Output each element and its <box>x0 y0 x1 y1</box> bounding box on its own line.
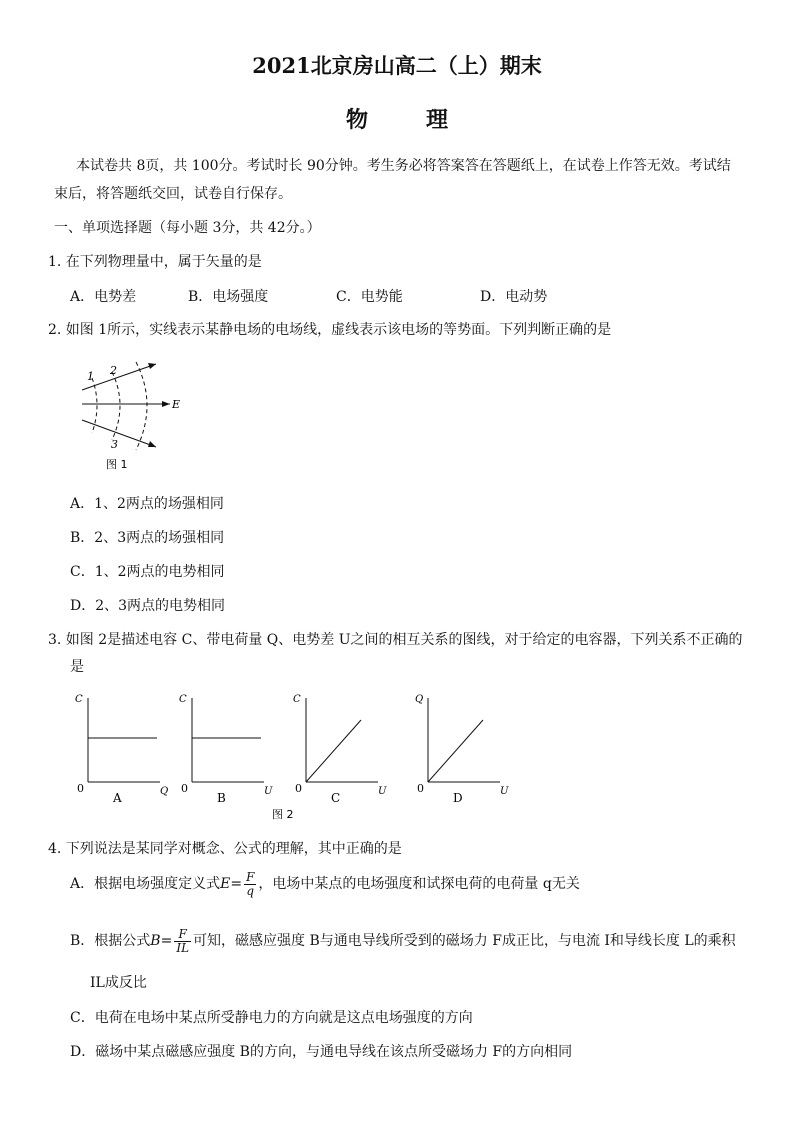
point-label-1: 1 <box>87 370 94 383</box>
graph-c-y-label: C <box>293 694 301 705</box>
graph-a-x-label: Q <box>160 786 169 797</box>
q3-stem-line1: 3. 如图 2是描述电容 C、带电荷量 Q、电势差 U之间的相互关系的图线，对于给定的电容器，下列关系不正确的 <box>48 632 743 648</box>
graph-b-y-label: C <box>179 694 187 705</box>
graph-b-letter: B <box>217 791 226 805</box>
subject-char-1: 物 <box>345 107 368 133</box>
arrowhead-bottom <box>148 441 156 447</box>
q4-a-pre: A．根据电场强度定义式 <box>70 876 221 892</box>
q1-stem: 1. 在下列物理量中，属于矢量的是 <box>48 254 262 270</box>
graph-c-x-label: U <box>378 786 387 797</box>
graph-d-x-label: U <box>500 786 509 797</box>
q4-a-fraction <box>244 871 256 898</box>
q2-stem: 2. 如图 1所示，实线表示某静电场的电场线，虚线表示该电场的等势面。下列判断正确的是 <box>48 322 612 338</box>
graph-d-curve <box>428 720 483 782</box>
graph-c-curve <box>306 720 361 782</box>
graph-a-y-label: C <box>75 694 83 705</box>
figure-2-caption: 图 2 <box>272 808 294 821</box>
q4-option-b-line2: IL成反比 <box>90 975 147 991</box>
q4-stem: 4. 下列说法是某同学对概念、公式的理解，其中正确的是 <box>48 841 402 857</box>
q4-b-fraction <box>174 928 191 955</box>
graph-d-letter: D <box>453 791 463 805</box>
q2-option-c[interactable]: C．1、2两点的电势相同 <box>70 564 225 580</box>
q4-b-post: 可知，磁感应强度 B与通电导线所受到的磁场力 F成正比，与电流 I和导线长度 L的乘积 <box>193 933 736 949</box>
equipotential-2 <box>112 372 120 440</box>
q4-b-eq: = <box>160 933 173 949</box>
graph-a-origin: 0 <box>77 782 84 795</box>
graph-a-letter: A <box>113 791 122 805</box>
graph-c-letter: C <box>331 791 341 805</box>
q4-b-pre: B．根据公式 <box>70 933 151 949</box>
q3-stem-line2: 是 <box>70 659 84 675</box>
q4-a-den: q <box>246 883 255 898</box>
section-heading: 一、单项选择题（每小题 3分，共 42分。） <box>54 220 321 236</box>
q2-option-a[interactable]: A．1、2两点的场强相同 <box>70 496 224 512</box>
q4-a-lhs: E <box>220 876 231 892</box>
graph-d-origin: 0 <box>417 782 424 795</box>
q2-option-b[interactable]: B．2、3两点的场强相同 <box>70 530 225 546</box>
q1-option-b[interactable]: B．电场强度 <box>188 289 269 305</box>
equipotential-3 <box>136 362 147 450</box>
q4-option-a[interactable] <box>70 870 580 898</box>
subject-heading <box>0 103 794 134</box>
point-label-2: 2 <box>110 364 117 377</box>
q4-option-d[interactable]: D．磁场中某点磁感应强度 B的方向，与通电导线在该点所受磁场力 F的方向相同 <box>70 1044 573 1060</box>
q4-b-num: F <box>174 928 191 942</box>
arrowhead-middle <box>162 401 170 407</box>
q4-a-num: F <box>246 869 255 884</box>
q4-b-den: IL <box>176 940 190 955</box>
q2-figure-field-lines <box>70 350 200 478</box>
q1-option-d[interactable]: D．电动势 <box>480 289 548 305</box>
q4-option-c[interactable]: C．电荷在电场中某点所受静电力的方向就是这点电场强度的方向 <box>70 1010 473 1026</box>
figure-1-caption: 图 1 <box>106 458 128 471</box>
graph-c-origin: 0 <box>295 782 302 795</box>
subject-char-2: 理 <box>426 107 449 133</box>
graph-d-y-label: Q <box>415 694 424 705</box>
exam-title: 2021北京房山高二（上）期末 <box>252 53 542 78</box>
point-label-3: 3 <box>111 438 118 451</box>
q1-option-c[interactable]: C．电势能 <box>336 289 403 305</box>
q4-a-eq: = <box>230 876 243 892</box>
q4-option-b[interactable] <box>70 927 736 955</box>
arrowhead-top <box>148 363 156 369</box>
graph-b-x-label: U <box>264 786 273 797</box>
q4-b-lhs: B <box>150 933 161 949</box>
exam-instructions: 本试卷共 8页，共 100分。考试时长 90分钟。考生务必将答案答在答题纸上，在试卷上作答无效。考试结束后，将答题纸交回，试卷自行保存。 <box>54 158 731 202</box>
graph-b-origin: 0 <box>181 782 188 795</box>
q3-figure-graphs <box>60 688 520 828</box>
q4-a-post: ，电场中某点的电场强度和试探电荷的电荷量 q无关 <box>258 876 580 892</box>
label-E: E <box>172 398 181 411</box>
q1-option-a[interactable]: A．电势差 <box>70 289 137 305</box>
q2-option-d[interactable]: D．2、3两点的电势相同 <box>70 598 226 614</box>
